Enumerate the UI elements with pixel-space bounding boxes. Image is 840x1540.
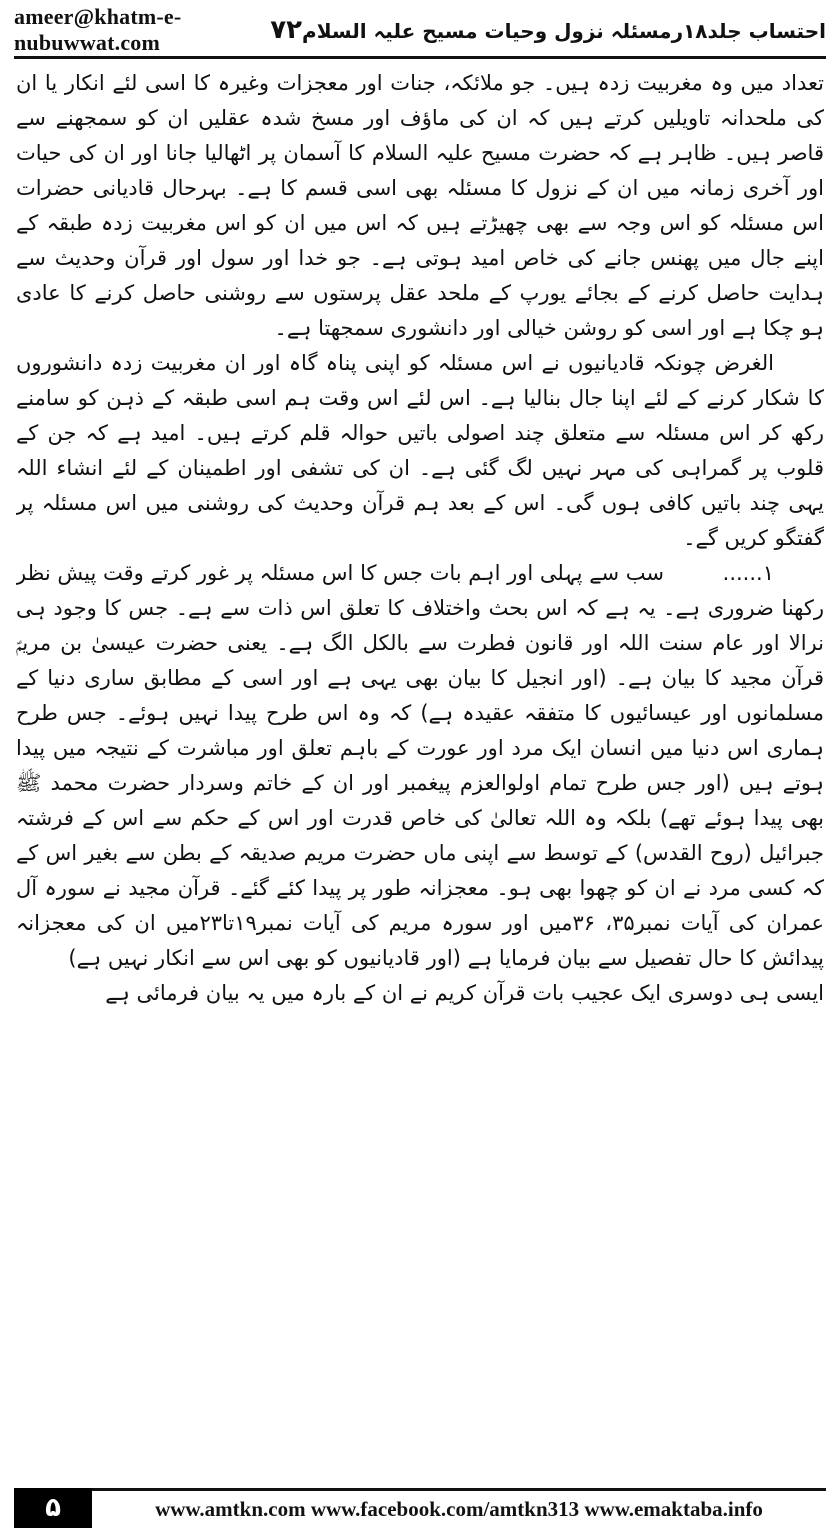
- header-divider: [14, 56, 826, 59]
- footer-links: www.amtkn.com www.facebook.com/amtkn313 www.emaktaba.info: [92, 1488, 826, 1528]
- book-title: احتساب جلد۱۸رمسئلہ نزول وحیات مسیح علیہ السلام: [302, 19, 826, 43]
- paragraph-2: الغرض چونکہ قادیانیوں نے اس مسئلہ کو اپنی پناہ گاہ اور ان مغربیت زدہ دانشوروں کا شکار کرنے کے لئے اپنا جال بنالیا ہے۔ اس لئے اس وقت ہم اسی طبقہ کے ذہن کو سامنے رکھ کر اس مسئلہ سے متعلق چند اصولی باتیں حوالہ قلم کرتے ہیں۔ امید ہے کہ جن کے قلوب پر گمراہی کی مہر نہیں لگ گئی ہے۔ ان کی تشفی اور اطمینان کے لئے انشاء اللہ یہی چند باتیں کافی ہوں گی۔ اس کے بعد ہم قرآن وحدیث کی روشنی میں اس مسئلہ پر گفتگو کریں گے۔: [16, 351, 824, 550]
- page-number-badge: ۵: [14, 1488, 92, 1528]
- page-body: [16, 66, 824, 1466]
- closing-line: ایسی ہی دوسری ایک عجیب بات قرآن کریم نے ان کے بارہ میں یہ بیان فرمائی ہے: [105, 981, 824, 1005]
- paragraph-1: تعداد میں وہ مغربیت زدہ ہیں۔ جو ملائکہ، جنات اور معجزات وغیرہ کا اسی لئے انکار یا ان کی ملحدانہ تاویلیں کرتے ہیں کہ ان کی ماؤف اور مسخ شدہ عقلیں ان کو سمجھنے سے قاصر ہیں۔ ظاہر ہے کہ حضرت مسیح علیہ السلام کا آسمان پر اٹھالیا جانا اور ان کی حیات اور آخری زمانہ میں ان کے نزول کا مسئلہ بھی اسی قسم کا ہے۔ بہرحال قادیانی حضرات اس مسئلہ کو اس وجہ سے بھی چھیڑتے ہیں کہ اس میں ان کو اس مغربیت زدہ طبقہ کے اپنے جال میں پھنس جانے کی خاص امید ہوتی ہے۔ جو خدا اور سول اور قرآن وحدیث سے ہدایت حاصل کرنے کے بجائے یورپ کے ملحد عقل پرستوں سے روشنی حاصل کرنے کا عادی ہو چکا ہے اور اسی کو روشن خیالی اور دانشوری سمجھتا ہے۔: [16, 71, 824, 340]
- header-title: [258, 15, 826, 45]
- point-number: ۱......: [722, 561, 774, 585]
- page-footer: [14, 1488, 826, 1528]
- point-text: سب سے پہلی اور اہم بات جس کا اس مسئلہ پر غور کرتے وقت پیش نظر رکھنا ضروری ہے۔ یہ ہے کہ اس بحث واختلاف کا تعلق اس ذات سے ہے۔ جس کا وجود ہی نرالا اور عام سنت اللہ اور قانون فطرت سے بالکل الگ ہے۔ یعنی حضرت عیسیٰ بن مریمؑ قرآن مجید کا بیان ہے۔ (اور انجیل کا بیان بھی یہی ہے اور اسی کے مطابق ساری دنیا کے مسلمانوں اور عیسائیوں کا متفقہ عقیدہ ہے) کہ وہ اس طرح پیدا نہیں ہوئے۔ جس طرح ہماری اس دنیا میں انسان ایک مرد اور عورت کے باہم تعلق اور مباشرت کے نتیجہ میں پیدا ہوتے ہیں (اور جس طرح تمام اولوالعزم پیغمبر اور ان کے خاتم وسردار حضرت محمد ﷺ بھی پیدا ہوئے تھے) بلکہ وہ اللہ تعالیٰ کی خاص قدرت اور اس کے حکم سے اس کے فرشتہ جبرائیل (روح القدس) کے توسط سے اپنی ماں حضرت مریم صدیقہ کے بطن سے بغیر اس کے کہ کسی مرد نے ان کو چھوا بھی ہو۔ معجزانہ طور پر پیدا کئے گئے۔ قرآن مجید نے سورہ آل عمران کی آیات نمبر۳۵، ۳۶میں اور سورہ مریم کی آیات نمبر۱۹تا۲۳میں ان کی معجزانہ پیدائش کا حال تفصیل سے بیان فرمایا ہے (اور قادیانیوں کو بھی اس سے انکار نہیں ہے): [16, 561, 824, 970]
- header-email: ameer@khatm-e-nubuwwat.com: [14, 4, 182, 55]
- numbered-point: [16, 556, 824, 976]
- header-page-number: ۷۲: [270, 15, 303, 45]
- page-header: [14, 4, 826, 55]
